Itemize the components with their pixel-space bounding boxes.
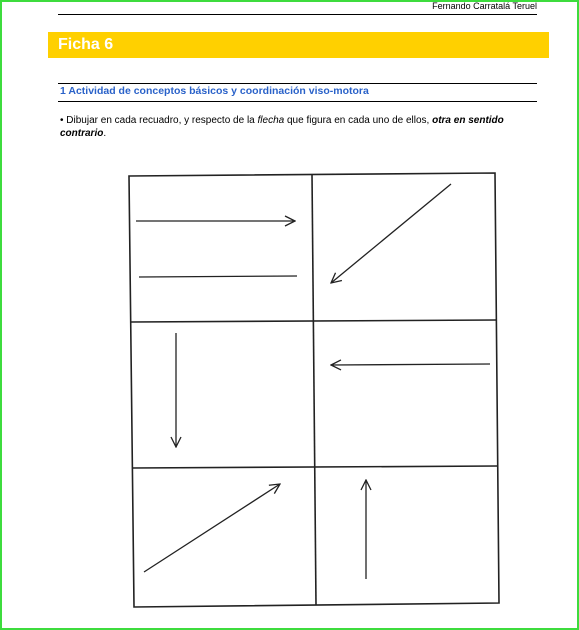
arrow-down-left-icon [331,184,451,283]
section-heading: 1 Actividad de conceptos básicos y coordinación viso-motora [60,85,369,97]
worksheet-title: Ficha 6 [58,36,114,53]
grid-vertical-divider [312,174,316,605]
grid-row-divider-1 [131,320,497,322]
instruction-emphasis: otra en sentido contrario [60,115,504,139]
arrow-left-icon [331,364,490,365]
arrow-up-right-icon [144,484,280,572]
cell-row3-left[interactable] [144,484,280,572]
instruction-part-1: Dibujar en cada recuadro, y respecto de la [63,115,258,126]
author-name: Fernando Carratalá Teruel [432,1,537,11]
cell-row1-left[interactable] [136,221,297,277]
grid-row-divider-2 [132,466,498,468]
cell-row1-right[interactable] [331,184,451,283]
instruction-end: . [103,128,107,139]
instruction-flecha: flecha [257,115,285,126]
drawing-line [139,276,297,277]
cell-row2-right[interactable] [331,364,490,365]
instruction-part-2: que figura en cada uno de ellos, [284,115,433,126]
bullet: • [60,115,64,126]
grid-frame [129,173,499,607]
